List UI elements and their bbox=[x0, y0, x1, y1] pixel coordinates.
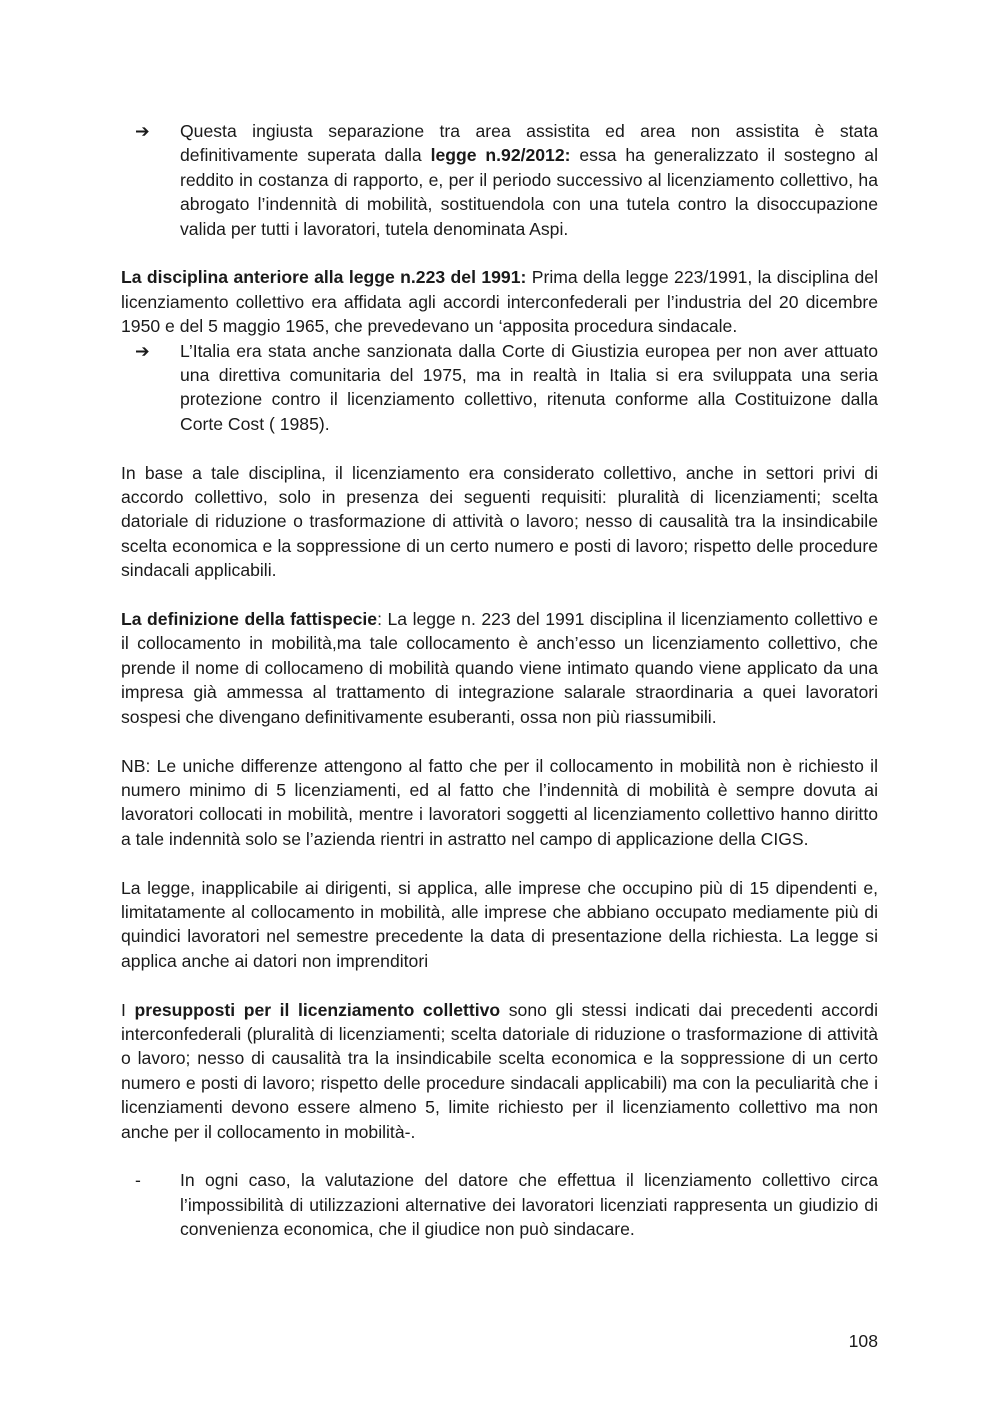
document-body bbox=[121, 119, 878, 1242]
bold-text: legge n.92/2012: bbox=[430, 145, 571, 166]
arrow-bullet-item bbox=[121, 339, 878, 437]
paragraph-presupposti bbox=[121, 998, 878, 1144]
bold-heading: La disciplina anteriore alla legge n.223 del 1991: bbox=[121, 267, 527, 288]
bold-text: presupposti per il licenziamento collettivo bbox=[134, 999, 501, 1020]
arrow-bullet-item bbox=[121, 119, 878, 241]
paragraph-text: sono gli stessi indicati dai precedenti accordi interconfederali (pluralità di licenziamenti; scelta datoriale di riduzione o trasformazione di attività o lavoro; nesso di causalità tra la insindicabile scelta economica e la soppressione di un certo numero e posti di lavoro; rispetto delle procedure sindacali applicabili) ma con la peculiarità che i licenziamenti devono essere almeno 5, limite richiesto per il licenziamento collettivo ma non anche per il collocamento in mobilità-. bbox=[121, 999, 879, 1142]
paragraph-text: I bbox=[121, 999, 135, 1020]
paragraph-text: Prima della legge 223/1991, la disciplina del licenziamento collettivo era affidata agli accordi interconfederali per l’industria del 20 dicembre 1950 e del 5 maggio 1965, che prevedevano un ‘apposita procedura sindacale. bbox=[121, 267, 878, 337]
bold-heading: La definizione della fattispecie bbox=[121, 609, 378, 630]
arrow-right-icon: ➔ bbox=[135, 340, 150, 361]
paragraph-ambito: La legge, inapplicabile ai dirigenti, si applica, alle imprese che occupino più di 15 dipendenti e, limitatamente al collocamento in mobilità, alle imprese che abbiano occupato mediamente più di quindici lavoratori nel semestre precedente la data di presentazione della richiesta. La legge si applica anche ai datori non imprenditori bbox=[121, 877, 878, 971]
dash-bullet-item bbox=[121, 1168, 878, 1241]
paragraph-text: : La legge n. 223 del 1991 disciplina il licenziamento collettivo e il collocamento in mobilità,ma tale collocamento è anch’esso un licenziamento collettivo, che prende il nome di collocameno di mobilità quando viene intimato quando viene applicato da una impresa già ammessa al trattamento di integrazione salarale straordinaria a quei lavoratori sospesi che divengano definitivamente esuberanti, ossa non più riassumibili. bbox=[121, 609, 878, 727]
bullet-text: In ogni caso, la valutazione del datore che effettua il licenziamento collettivo circa l’impossibilità di utilizzazioni alternative dei lavoratori licenziati rappresenta un giudizio di convenienza economica, che il giudice non può sindacare. bbox=[180, 1170, 878, 1240]
bullet-text: essa ha generalizzato il sostegno al reddito in costanza di rapporto, e, per il periodo successivo al licenziamento collettivo, ha abrogato l’indennità di mobilità, sostituendola con una tutela contro la disoccupazione valida per tutti i lavoratori, tutela denominata Aspi. bbox=[180, 145, 878, 239]
arrow-right-icon: ➔ bbox=[135, 121, 150, 141]
page-number: 108 bbox=[848, 1331, 878, 1351]
dash-marker: - bbox=[135, 1170, 141, 1191]
paragraph-nb: NB: Le uniche differenze attengono al fatto che per il collocamento in mobilità non è richiesto il numero minimo di 5 licenziamenti, ed al fatto che l’indennità di mobilità è sempre dovuta ai lavoratori collocati in mobilità, mentre i lavoratori soggetti al licenziamento collettivo hanno diritto a tale indennità solo se l’azienda rientri in astratto nel campo di applicazione della CIGS. bbox=[121, 755, 878, 849]
paragraph-requisiti: In base a tale disciplina, il licenziamento era considerato collettivo, anche in settori privi di accordo collettivo, solo in presenza dei seguenti requisiti: pluralità di licenziamenti; scelta datoriale di riduzione o trasformazione di attività o lavoro; nesso di causalità tra la insindicabile scelta economica e la soppressione di un certo numero e posti di lavoro; rispetto delle procedure sindacali applicabili. bbox=[121, 462, 878, 581]
paragraph-disciplina-anteriore bbox=[121, 265, 878, 338]
bullet-text: L’Italia era stata anche sanzionata dalla Corte di Giustizia europea per non aver attuato una direttiva comunitaria del 1975, ma in realtà in Italia si era sviluppata una seria protezione contro il licenziamento collettivo, ritenuta conforme alla Costituizone dalla Corte Cost ( 1985). bbox=[180, 340, 878, 434]
paragraph-definizione bbox=[121, 607, 878, 729]
bullet-text: Questa ingiusta separazione tra area assistita ed area non assistita è stata definitivamente superata dalla bbox=[180, 121, 878, 166]
